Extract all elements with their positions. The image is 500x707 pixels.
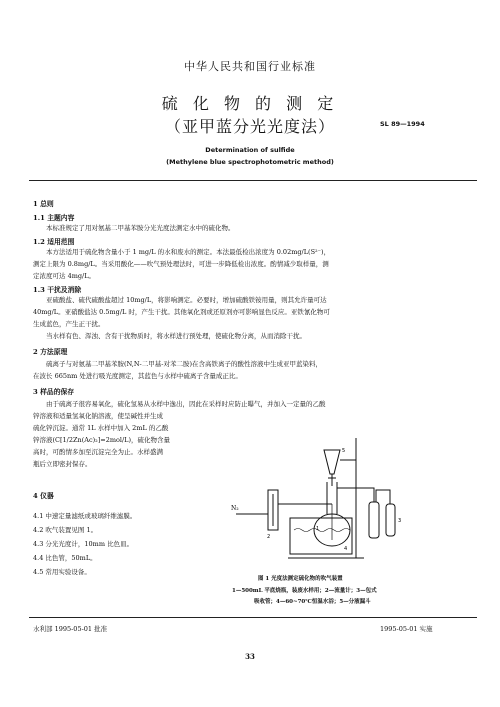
section-1-3-line-3: 生成蓝色，产生正干扰。 bbox=[33, 320, 105, 328]
section-1-2-line-2: 测定上限为 0.8mg/L。当采用酸化——吹气预处理法时，可进一步降低检出浓度。酌情减少取样量，测 bbox=[33, 260, 329, 268]
apparatus-diagram bbox=[228, 430, 418, 570]
section-2-heading: 2 方法原理 bbox=[33, 348, 68, 356]
label-5: 5 bbox=[342, 448, 346, 454]
separatory-funnel bbox=[324, 450, 340, 474]
absorption-tube-2 bbox=[386, 504, 395, 536]
section-3-line-3: 硫化锌沉淀。通常 1L 水样中加入 2mL 的乙酸 bbox=[33, 424, 169, 432]
standard-header: 中华人民共和国行业标准 bbox=[184, 60, 316, 73]
section-1-3-heading: 1.3 干扰及消除 bbox=[33, 286, 82, 294]
label-2: 2 bbox=[267, 534, 271, 540]
section-1-1-text: 本标准规定了用对氨基二甲基苯胺分光光度法测定水中的硫化物。 bbox=[46, 224, 235, 232]
approval-note: 水利部 1995-05-01 批准 bbox=[33, 625, 108, 633]
section-4-2: 4.2 吹气装置见图 1。 bbox=[33, 526, 98, 534]
section-4-4: 4.4 比色管，50mL。 bbox=[33, 554, 97, 562]
section-4-3: 4.3 分光光度计，10mm 比色皿。 bbox=[33, 540, 134, 548]
section-3-line-6: 瓶后立即密封保存。 bbox=[33, 460, 92, 468]
section-3-line-4: 锌溶液(C[1/2Zn(Ac)₂]=2mol/L)，硫化物含量 bbox=[33, 436, 171, 444]
section-4-5: 4.5 常用实验设备。 bbox=[33, 568, 91, 576]
standard-code: SL 89—1994 bbox=[380, 120, 425, 128]
section-1-3-line-4: 当水样有色、浑浊、含有干扰物质时，将水样进行预处理，使硫化物分离，从而消除干扰。 bbox=[46, 332, 306, 340]
section-4-1: 4.1 中速定量滤纸或玻璃纤维滤膜。 bbox=[33, 512, 137, 520]
footer-rule bbox=[29, 617, 477, 618]
subtitle-cn: （亚甲蓝分光光度法） bbox=[164, 117, 335, 136]
section-1-2-heading: 1.2 适用范围 bbox=[33, 238, 75, 246]
section-3-line-1: 由于硫离子很容易氧化，硫化氢易从水样中逸出，因此在采样时应防止曝气，并加入一定量的乙酸 bbox=[46, 400, 326, 408]
label-n2: N₂ bbox=[231, 505, 239, 512]
title-en: Determination of sulfide bbox=[205, 146, 295, 154]
title-cn: 硫 化 物 的 测 定 bbox=[161, 94, 339, 113]
figure-caption: 图 1 光度法测定硫化物的吹气装置 bbox=[258, 576, 343, 582]
section-1-1-heading: 1.1 主题内容 bbox=[33, 214, 75, 222]
label-3: 3 bbox=[398, 518, 402, 524]
water-bath bbox=[290, 518, 352, 554]
section-2-line-1: 硫离子与对氨基二甲基苯胺(N,N-二甲基-对苯二胺)在含高铁离子的酸性溶液中生成亚甲蓝染料， bbox=[46, 360, 322, 368]
section-1-2-line-1: 本方法适用于硫化物含量小于 1 mg/L 的水和废水的测定。本法最低检出浓度为 0.02mg/L(S²⁻)， bbox=[46, 248, 331, 256]
section-4-heading: 4 仪器 bbox=[33, 492, 54, 500]
absorption-tube-1 bbox=[369, 502, 379, 538]
implementation-note: 1995-05-01 实施 bbox=[380, 625, 433, 633]
section-3-line-2: 锌溶液和适量氢氧化钠溶液，使呈碱性并生成 bbox=[33, 412, 163, 420]
subtitle-en: (Methylene blue spectrophotometric method) bbox=[166, 158, 334, 166]
page-number: 33 bbox=[245, 652, 255, 661]
section-3-heading: 3 样品的保存 bbox=[33, 388, 75, 396]
section-2-line-2: 在波长 665nm 处进行吸光度测定，其蓝色与水样中硫离子含量成正比。 bbox=[33, 372, 242, 380]
section-1-2-line-3: 定浓度可达 4mg/L。 bbox=[33, 272, 96, 280]
header-rule bbox=[29, 180, 477, 181]
section-1-3-line-1: 亚硫酸盐、硫代硫酸盐超过 10mg/L，将影响测定。必要时，增加硫酸铁铵用量，则其允许量可达 bbox=[46, 296, 327, 304]
section-1-3-line-2: 40mg/L。亚硝酸盐达 0.5mg/L 时，产生干扰。其他氧化剂或还原剂亦可影响显色反应。亚铁氰化物可 bbox=[33, 308, 330, 316]
section-1-heading: 1 总则 bbox=[33, 200, 54, 208]
figure-legend-1: 1—500mL 平底烧瓶，装废水样用；2—流量计；3—包式 bbox=[232, 588, 377, 594]
label-4: 4 bbox=[344, 546, 348, 552]
section-3-line-5: 高时，可酌情多加至沉淀完全为止。水样盛满 bbox=[33, 448, 163, 456]
figure-legend-2: 吸收管；4—60~70℃恒温水浴；5—分液漏斗 bbox=[254, 599, 371, 605]
label-1: 1 bbox=[316, 526, 320, 532]
